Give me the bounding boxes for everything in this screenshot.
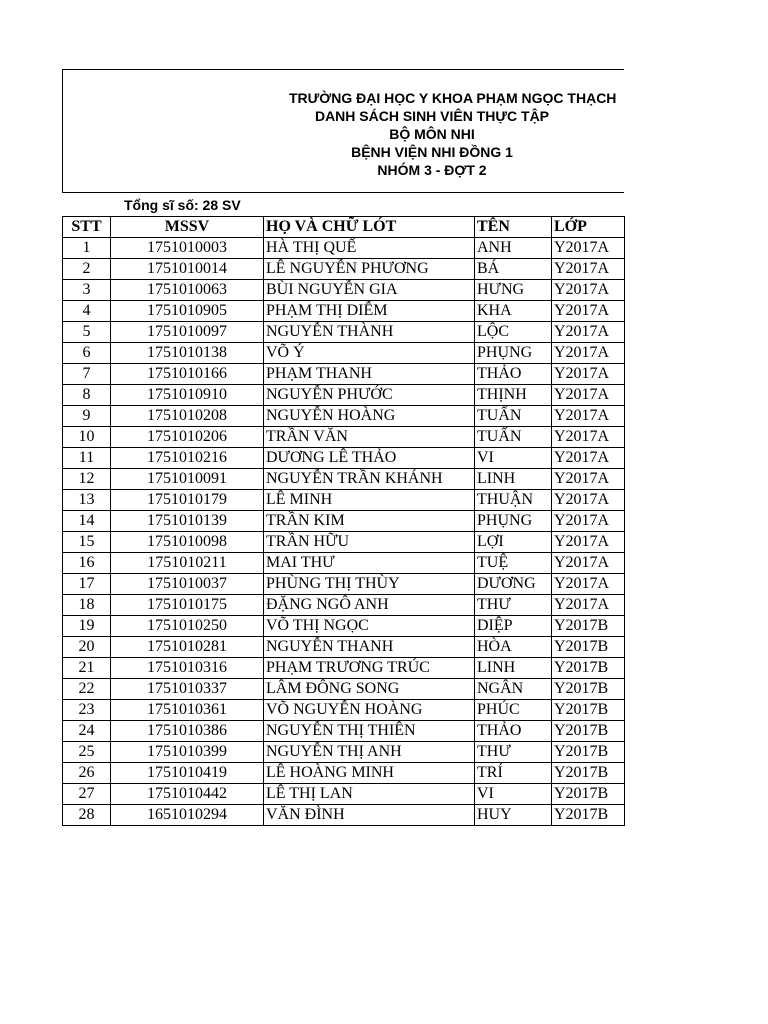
cell-stt: 6 bbox=[63, 343, 111, 364]
cell-ten: PHỤNG bbox=[475, 343, 552, 364]
table-row bbox=[63, 574, 625, 595]
cell-ho-va-chu-lot: BÙI NGUYỄN GIA bbox=[264, 280, 475, 301]
cell-ho-va-chu-lot: NGUYỄN TRẦN KHÁNH bbox=[264, 469, 475, 490]
cell-stt: 8 bbox=[63, 385, 111, 406]
cell-ten: THƯ bbox=[475, 742, 552, 763]
cell-ho-va-chu-lot: PHẠM THANH bbox=[264, 364, 475, 385]
cell-stt: 1 bbox=[63, 238, 111, 259]
table-row bbox=[63, 763, 625, 784]
cell-mssv: 1751010281 bbox=[111, 637, 264, 658]
cell-ten: THỊNH bbox=[475, 385, 552, 406]
table-row bbox=[63, 532, 625, 553]
table-row bbox=[63, 469, 625, 490]
cell-mssv: 1751010138 bbox=[111, 343, 264, 364]
cell-mssv: 1751010037 bbox=[111, 574, 264, 595]
cell-mssv: 1751010250 bbox=[111, 616, 264, 637]
cell-ho-va-chu-lot: PHÙNG THỊ THÙY bbox=[264, 574, 475, 595]
cell-lop: Y2017B bbox=[552, 784, 625, 805]
cell-mssv: 1751010098 bbox=[111, 532, 264, 553]
cell-stt: 25 bbox=[63, 742, 111, 763]
cell-ten: KHA bbox=[475, 301, 552, 322]
cell-stt: 14 bbox=[63, 511, 111, 532]
hospital-name: BỆNH VIỆN NHI ĐỒNG 1 bbox=[351, 144, 513, 160]
cell-ho-va-chu-lot: VĂN ĐÌNH bbox=[264, 805, 475, 826]
cell-mssv: 1651010294 bbox=[111, 805, 264, 826]
cell-mssv: 1751010337 bbox=[111, 679, 264, 700]
cell-mssv: 1751010063 bbox=[111, 280, 264, 301]
group-name: NHÓM 3 - ĐỢT 2 bbox=[377, 162, 487, 178]
cell-ho-va-chu-lot: LÊ THỊ LAN bbox=[264, 784, 475, 805]
cell-ho-va-chu-lot: LÊ HOÀNG MINH bbox=[264, 763, 475, 784]
cell-lop: Y2017A bbox=[552, 343, 625, 364]
cell-lop: Y2017B bbox=[552, 805, 625, 826]
cell-lop: Y2017A bbox=[552, 490, 625, 511]
cell-lop: Y2017A bbox=[552, 511, 625, 532]
cell-ho-va-chu-lot: LÊ NGUYỄN PHƯƠNG bbox=[264, 259, 475, 280]
cell-ten: TUẤN bbox=[475, 406, 552, 427]
cell-stt: 3 bbox=[63, 280, 111, 301]
cell-mssv: 1751010003 bbox=[111, 238, 264, 259]
table-row bbox=[63, 679, 625, 700]
table-header-row bbox=[63, 217, 625, 238]
table-row bbox=[63, 490, 625, 511]
table-row bbox=[63, 280, 625, 301]
cell-lop: Y2017A bbox=[552, 364, 625, 385]
cell-ten: THẢO bbox=[475, 721, 552, 742]
cell-lop: Y2017A bbox=[552, 469, 625, 490]
col-header-ho-va-chu-lot: HỌ VÀ CHỮ LÓT bbox=[264, 217, 475, 238]
cell-mssv: 1751010139 bbox=[111, 511, 264, 532]
cell-lop: Y2017A bbox=[552, 259, 625, 280]
cell-ho-va-chu-lot: DƯƠNG LÊ THẢO bbox=[264, 448, 475, 469]
cell-lop: Y2017B bbox=[552, 763, 625, 784]
cell-stt: 7 bbox=[63, 364, 111, 385]
cell-ten: THƯ bbox=[475, 595, 552, 616]
cell-ten: VI bbox=[475, 784, 552, 805]
cell-lop: Y2017A bbox=[552, 385, 625, 406]
cell-stt: 5 bbox=[63, 322, 111, 343]
cell-ho-va-chu-lot: LÊ MINH bbox=[264, 490, 475, 511]
cell-mssv: 1751010175 bbox=[111, 595, 264, 616]
cell-lop: Y2017B bbox=[552, 742, 625, 763]
col-header-ten: TÊN bbox=[475, 217, 552, 238]
cell-stt: 10 bbox=[63, 427, 111, 448]
cell-ho-va-chu-lot: NGUYỄN THANH bbox=[264, 637, 475, 658]
table-row bbox=[63, 721, 625, 742]
cell-ho-va-chu-lot: NGUYỄN THỊ THIÊN bbox=[264, 721, 475, 742]
cell-mssv: 1751010361 bbox=[111, 700, 264, 721]
cell-lop: Y2017A bbox=[552, 301, 625, 322]
cell-lop: Y2017B bbox=[552, 637, 625, 658]
cell-ten: HÒA bbox=[475, 637, 552, 658]
cell-mssv: 1751010905 bbox=[111, 301, 264, 322]
cell-ten: NGÂN bbox=[475, 679, 552, 700]
table-row bbox=[63, 511, 625, 532]
cell-ten: LINH bbox=[475, 658, 552, 679]
cell-stt: 21 bbox=[63, 658, 111, 679]
cell-lop: Y2017A bbox=[552, 532, 625, 553]
cell-ten: TUẤN bbox=[475, 427, 552, 448]
cell-mssv: 1751010910 bbox=[111, 385, 264, 406]
cell-mssv: 1751010316 bbox=[111, 658, 264, 679]
cell-ho-va-chu-lot: MAI THƯ bbox=[264, 553, 475, 574]
cell-ho-va-chu-lot: VÕ THỊ NGỌC bbox=[264, 616, 475, 637]
cell-lop: Y2017A bbox=[552, 448, 625, 469]
cell-ten: TUỆ bbox=[475, 553, 552, 574]
cell-ten: VI bbox=[475, 448, 552, 469]
table-row bbox=[63, 784, 625, 805]
cell-mssv: 1751010399 bbox=[111, 742, 264, 763]
cell-mssv: 1751010216 bbox=[111, 448, 264, 469]
cell-lop: Y2017B bbox=[552, 658, 625, 679]
table-row bbox=[63, 553, 625, 574]
cell-ho-va-chu-lot: NGUYỄN HOÀNG bbox=[264, 406, 475, 427]
table-row bbox=[63, 301, 625, 322]
cell-ho-va-chu-lot: NGUYỄN THÀNH bbox=[264, 322, 475, 343]
document-header bbox=[62, 69, 624, 193]
cell-stt: 28 bbox=[63, 805, 111, 826]
cell-mssv: 1751010014 bbox=[111, 259, 264, 280]
cell-mssv: 1751010179 bbox=[111, 490, 264, 511]
cell-mssv: 1751010097 bbox=[111, 322, 264, 343]
cell-lop: Y2017A bbox=[552, 595, 625, 616]
cell-ten: ANH bbox=[475, 238, 552, 259]
table-row bbox=[63, 595, 625, 616]
cell-lop: Y2017A bbox=[552, 427, 625, 448]
table-row bbox=[63, 364, 625, 385]
cell-ten: LỢI bbox=[475, 532, 552, 553]
cell-stt: 11 bbox=[63, 448, 111, 469]
cell-ho-va-chu-lot: VÕ Ý bbox=[264, 343, 475, 364]
total-count: Tổng sĩ số: 28 SV bbox=[124, 197, 241, 213]
table-row bbox=[63, 658, 625, 679]
cell-stt: 13 bbox=[63, 490, 111, 511]
table-row bbox=[63, 343, 625, 364]
cell-mssv: 1751010091 bbox=[111, 469, 264, 490]
list-title: DANH SÁCH SINH VIÊN THỰC TẬP bbox=[314, 108, 550, 124]
cell-ho-va-chu-lot: NGUYỄN THỊ ANH bbox=[264, 742, 475, 763]
cell-stt: 24 bbox=[63, 721, 111, 742]
cell-stt: 16 bbox=[63, 553, 111, 574]
cell-ten: BÁ bbox=[475, 259, 552, 280]
cell-stt: 15 bbox=[63, 532, 111, 553]
table-row bbox=[63, 742, 625, 763]
cell-lop: Y2017B bbox=[552, 721, 625, 742]
cell-ten: DƯƠNG bbox=[475, 574, 552, 595]
col-header-stt: STT bbox=[63, 217, 111, 238]
cell-ten: PHỤNG bbox=[475, 511, 552, 532]
cell-mssv: 1751010208 bbox=[111, 406, 264, 427]
cell-stt: 9 bbox=[63, 406, 111, 427]
cell-lop: Y2017A bbox=[552, 280, 625, 301]
cell-mssv: 1751010442 bbox=[111, 784, 264, 805]
department-name: BỘ MÔN NHI bbox=[389, 126, 475, 142]
school-name: TRƯỜNG ĐẠI HỌC Y KHOA PHẠM NGỌC THẠCH bbox=[289, 90, 617, 106]
cell-ten: LINH bbox=[475, 469, 552, 490]
cell-lop: Y2017B bbox=[552, 700, 625, 721]
cell-stt: 18 bbox=[63, 595, 111, 616]
col-header-lop: LỚP bbox=[552, 217, 625, 238]
table-body bbox=[63, 238, 625, 826]
cell-ho-va-chu-lot: ĐẶNG NGÔ ANH bbox=[264, 595, 475, 616]
table-row bbox=[63, 259, 625, 280]
cell-ho-va-chu-lot: HÀ THỊ QUẾ bbox=[264, 238, 475, 259]
table-row bbox=[63, 427, 625, 448]
cell-ho-va-chu-lot: TRẦN HỮU bbox=[264, 532, 475, 553]
table-row bbox=[63, 805, 625, 826]
cell-lop: Y2017A bbox=[552, 406, 625, 427]
cell-lop: Y2017A bbox=[552, 238, 625, 259]
cell-ho-va-chu-lot: VÕ NGUYỄN HOÀNG bbox=[264, 700, 475, 721]
cell-stt: 20 bbox=[63, 637, 111, 658]
cell-ho-va-chu-lot: LÂM ĐÔNG SONG bbox=[264, 679, 475, 700]
cell-stt: 23 bbox=[63, 700, 111, 721]
cell-mssv: 1751010166 bbox=[111, 364, 264, 385]
cell-ho-va-chu-lot: NGUYỄN PHƯỚC bbox=[264, 385, 475, 406]
cell-stt: 17 bbox=[63, 574, 111, 595]
cell-mssv: 1751010206 bbox=[111, 427, 264, 448]
cell-ten: PHÚC bbox=[475, 700, 552, 721]
cell-ho-va-chu-lot: TRẦN VĂN bbox=[264, 427, 475, 448]
cell-ho-va-chu-lot: PHẠM TRƯƠNG TRÚC bbox=[264, 658, 475, 679]
table-row bbox=[63, 406, 625, 427]
table-row bbox=[63, 700, 625, 721]
cell-mssv: 1751010386 bbox=[111, 721, 264, 742]
cell-ten: LỘC bbox=[475, 322, 552, 343]
cell-ho-va-chu-lot: TRẦN KIM bbox=[264, 511, 475, 532]
cell-lop: Y2017B bbox=[552, 616, 625, 637]
table-row bbox=[63, 448, 625, 469]
cell-lop: Y2017A bbox=[552, 553, 625, 574]
cell-lop: Y2017A bbox=[552, 322, 625, 343]
cell-stt: 26 bbox=[63, 763, 111, 784]
cell-mssv: 1751010419 bbox=[111, 763, 264, 784]
cell-ten: HƯNG bbox=[475, 280, 552, 301]
student-table bbox=[62, 216, 625, 826]
cell-stt: 12 bbox=[63, 469, 111, 490]
table-row bbox=[63, 322, 625, 343]
cell-ho-va-chu-lot: PHẠM THỊ DIỄM bbox=[264, 301, 475, 322]
cell-stt: 2 bbox=[63, 259, 111, 280]
cell-stt: 4 bbox=[63, 301, 111, 322]
cell-ten: HUY bbox=[475, 805, 552, 826]
col-header-mssv: MSSV bbox=[111, 217, 264, 238]
cell-lop: Y2017B bbox=[552, 679, 625, 700]
cell-stt: 22 bbox=[63, 679, 111, 700]
table-row bbox=[63, 637, 625, 658]
cell-lop: Y2017A bbox=[552, 574, 625, 595]
cell-ten: THẢO bbox=[475, 364, 552, 385]
cell-stt: 27 bbox=[63, 784, 111, 805]
table-row bbox=[63, 385, 625, 406]
cell-mssv: 1751010211 bbox=[111, 553, 264, 574]
cell-ten: THUẬN bbox=[475, 490, 552, 511]
cell-stt: 19 bbox=[63, 616, 111, 637]
cell-ten: TRÍ bbox=[475, 763, 552, 784]
table-row bbox=[63, 238, 625, 259]
table-row bbox=[63, 616, 625, 637]
cell-ten: DIỆP bbox=[475, 616, 552, 637]
